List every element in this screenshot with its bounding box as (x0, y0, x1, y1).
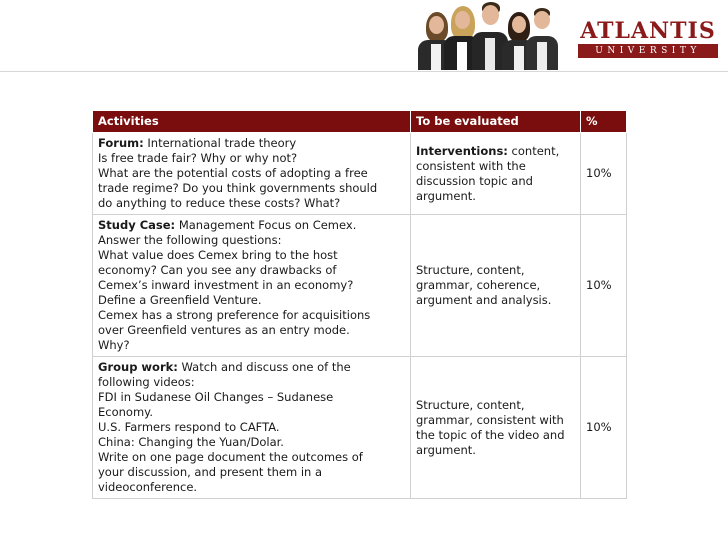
evaluation-cell (411, 357, 581, 499)
activity-line: videoconference. (98, 480, 198, 494)
activity-subtitle: Watch and discuss one of the (181, 360, 351, 374)
activity-cell (93, 215, 411, 357)
table-row (93, 133, 627, 215)
evaluation-text: Structure, content, grammar, consistent with the topic of the video and argument. (416, 397, 565, 457)
activity-line: What are the potential costs of adopting a free (98, 166, 368, 180)
activity-subtitle: Management Focus on Cemex. (178, 218, 357, 232)
header (0, 0, 728, 70)
percent-cell: 10% (581, 357, 627, 499)
activity-line: following videos: (98, 375, 195, 389)
activity-line: your discussion, and present them in a (98, 465, 323, 479)
table-header-row (93, 111, 627, 133)
table-row (93, 215, 627, 357)
activity-line: Write on one page document the outcomes of (98, 450, 363, 464)
percent-cell: 10% (581, 215, 627, 357)
percent-cell: 10% (581, 133, 627, 215)
activity-line: Cemex’s inward investment in an economy? (98, 278, 354, 292)
activities-table (92, 110, 627, 499)
activity-line: do anything to reduce these costs? What? (98, 196, 341, 210)
evaluation-text: content, consistent with the discussion topic and argument. (416, 143, 560, 203)
atlantis-university-logo (578, 20, 718, 60)
activity-line: trade regime? Do you think governments should (98, 181, 378, 195)
activity-cell (93, 133, 411, 215)
activity-title: Study Case: (98, 218, 176, 232)
header-divider (0, 71, 728, 72)
evaluation-text: Structure, content, grammar, coherence, argument and analysis. (416, 263, 552, 307)
activity-line: Cemex has a strong preference for acquisitions (98, 308, 371, 322)
activity-line: Economy. (98, 405, 153, 419)
activity-line: Is free trade fair? Why or why not? (98, 151, 298, 165)
evaluation-title: Interventions: (416, 143, 508, 158)
evaluation-cell (411, 133, 581, 215)
logo-subtitle: UNIVERSITY (578, 44, 718, 58)
activity-line: Define a Greenfield Venture. (98, 293, 262, 307)
activity-line: Why? (98, 338, 130, 352)
people-photo (418, 2, 558, 70)
logo-name: ATLANTIS (580, 18, 716, 44)
header-activities: Activities (93, 111, 411, 133)
activity-subtitle: International trade theory (147, 136, 297, 150)
evaluation-cell (411, 215, 581, 357)
activity-title: Forum: (98, 136, 144, 150)
activity-line: What value does Cemex bring to the host (98, 248, 338, 262)
header-percent: % (581, 111, 627, 133)
activity-line: China: Changing the Yuan/Dolar. (98, 435, 284, 449)
activity-line: FDI in Sudanese Oil Changes – Sudanese (98, 390, 334, 404)
activity-title: Group work: (98, 360, 178, 374)
activity-line: U.S. Farmers respond to CAFTA. (98, 420, 280, 434)
header-to-be-evaluated: To be evaluated (411, 111, 581, 133)
activity-line: over Greenfield ventures as an entry mode. (98, 323, 350, 337)
activity-cell (93, 357, 411, 499)
activity-line: Answer the following questions: (98, 233, 282, 247)
table-row (93, 357, 627, 499)
activity-line: economy? Can you see any drawbacks of (98, 263, 337, 277)
